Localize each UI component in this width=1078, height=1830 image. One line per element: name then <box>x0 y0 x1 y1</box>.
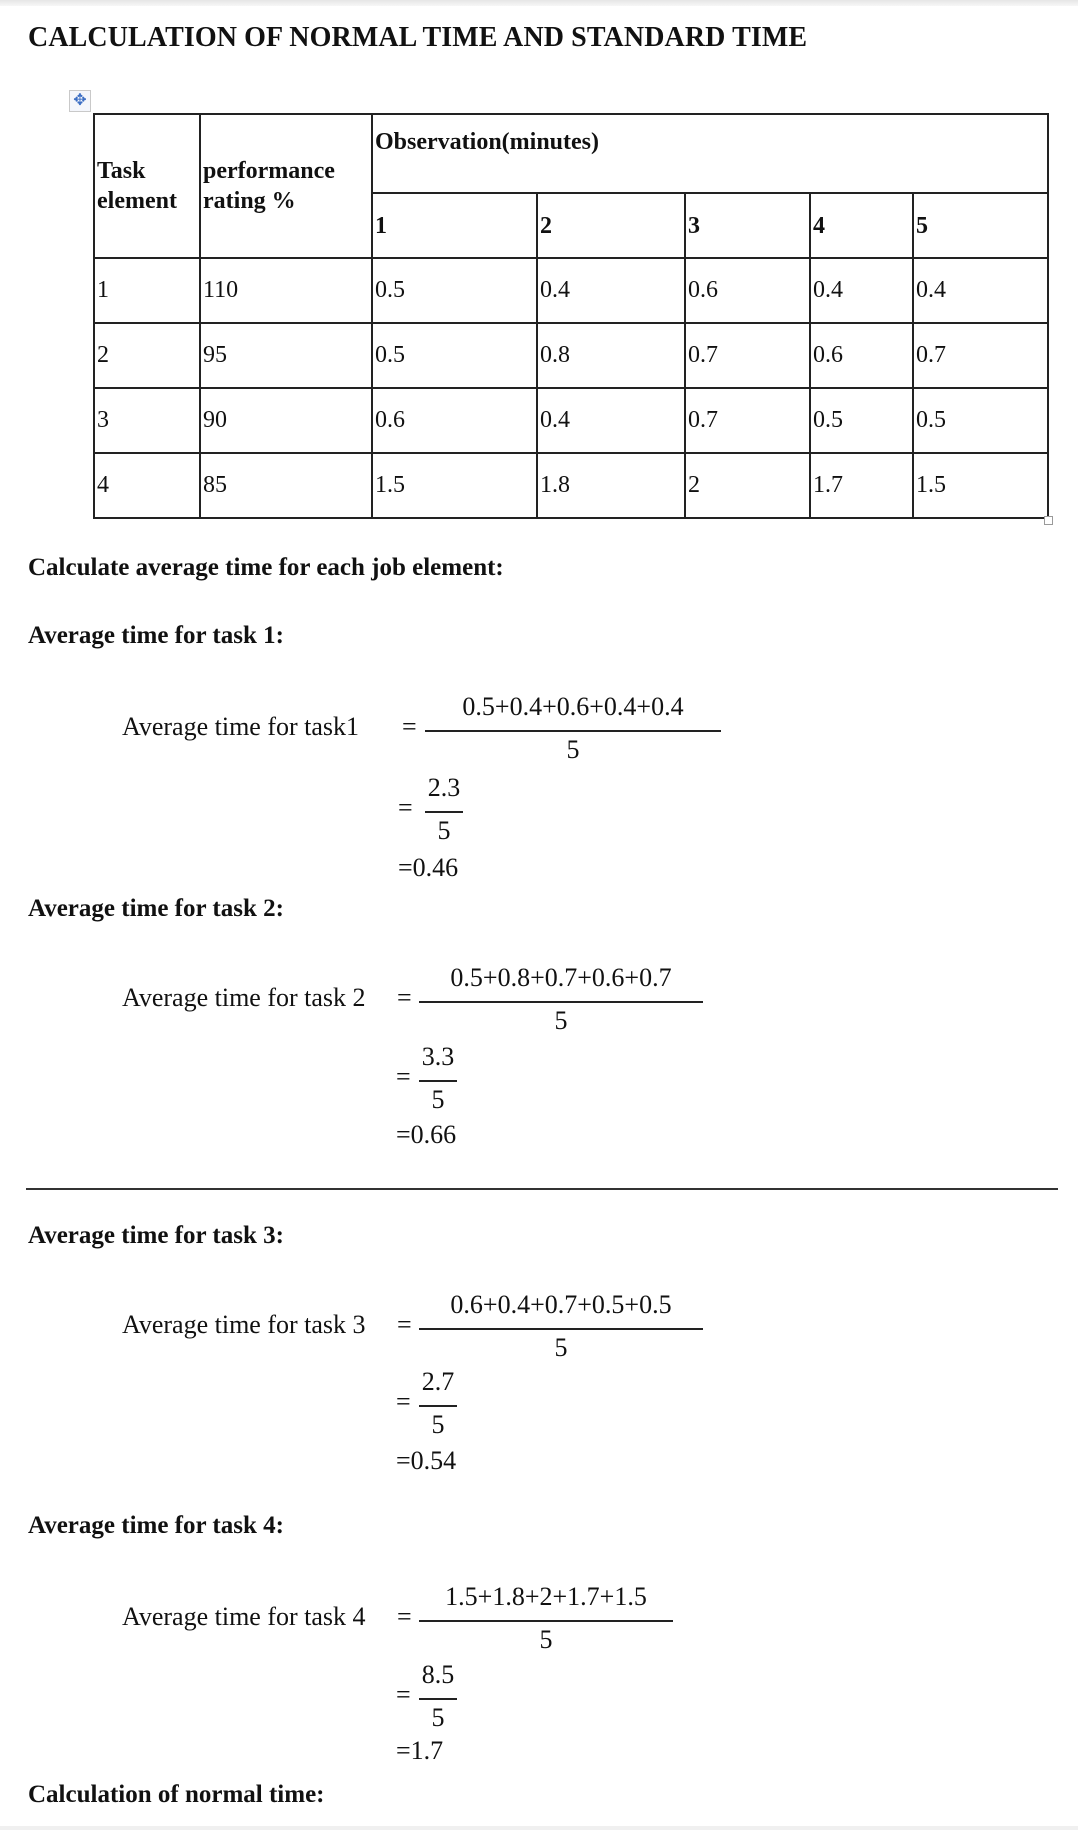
equation-label: Average time for task 4 <box>122 1602 366 1631</box>
numerator: 0.5+0.8+0.7+0.6+0.7 <box>450 963 672 992</box>
sum-denominator: 5 <box>437 816 451 845</box>
cell-obs: 0.4 <box>810 258 913 323</box>
top-edge <box>0 0 1078 6</box>
denominator: 5 <box>554 1006 568 1035</box>
cell-obs: 0.4 <box>913 258 1048 323</box>
header-obs-1: 1 <box>372 193 537 258</box>
fraction-bar <box>419 1001 703 1003</box>
equals-sign: = <box>397 1602 412 1631</box>
cell-rating: 110 <box>200 258 372 323</box>
cell-obs: 2 <box>685 453 810 518</box>
equals-sign: = <box>396 1120 411 1149</box>
fraction-bar <box>419 1080 457 1082</box>
section-heading: Calculate average time for each job element: <box>28 554 504 581</box>
cell-obs: 1.5 <box>913 453 1048 518</box>
equals-sign: = <box>396 1062 411 1091</box>
numerator: 0.5+0.4+0.6+0.4+0.4 <box>462 692 684 721</box>
table-row <box>94 453 1048 518</box>
cell-rating: 95 <box>200 323 372 388</box>
fraction-bar <box>419 1405 457 1407</box>
header-task-element <box>94 114 200 258</box>
cell-rating: 90 <box>200 388 372 453</box>
equals-sign: = <box>396 1387 411 1416</box>
fraction-bar <box>419 1620 673 1622</box>
cell-task: 1 <box>94 258 200 323</box>
equals-sign: = <box>396 1736 411 1765</box>
equals-sign: = <box>396 1680 411 1709</box>
result <box>396 1120 456 1150</box>
task-heading: Average time for task 2: <box>28 895 284 922</box>
table-resize-handle[interactable] <box>1044 516 1053 525</box>
table-row <box>94 258 1048 323</box>
normal-time-heading: Calculation of normal time: <box>28 1781 325 1808</box>
cell-task: 3 <box>94 388 200 453</box>
fraction-bar <box>419 1328 703 1330</box>
sum-numerator: 3.3 <box>421 1042 455 1071</box>
cell-obs: 0.4 <box>537 258 685 323</box>
task-heading: Average time for task 4: <box>28 1512 284 1539</box>
result-value: 0.46 <box>412 853 459 882</box>
cell-obs: 0.6 <box>810 323 913 388</box>
cell-obs: 1.8 <box>537 453 685 518</box>
cell-obs: 1.7 <box>810 453 913 518</box>
result-value: 0.66 <box>410 1120 457 1149</box>
equals-sign: = <box>398 793 413 822</box>
result-value: 0.54 <box>410 1446 457 1475</box>
result <box>396 1446 456 1476</box>
cell-obs: 0.5 <box>372 323 537 388</box>
cell-task: 2 <box>94 323 200 388</box>
table-move-handle[interactable] <box>69 90 91 112</box>
observation-table <box>93 113 1049 519</box>
equation-label: Average time for task1 <box>122 712 360 741</box>
sum-denominator: 5 <box>431 1410 445 1439</box>
numerator: 1.5+1.8+2+1.7+1.5 <box>445 1582 647 1611</box>
result-value: 1.7 <box>410 1736 444 1765</box>
sum-denominator: 5 <box>431 1703 445 1732</box>
cell-obs: 0.5 <box>913 388 1048 453</box>
horizontal-divider <box>26 1188 1058 1190</box>
cell-obs: 1.5 <box>372 453 537 518</box>
header-obs-3: 3 <box>685 193 810 258</box>
cell-obs: 0.5 <box>372 258 537 323</box>
cell-task: 4 <box>94 453 200 518</box>
result <box>396 1736 443 1766</box>
equals-sign: = <box>397 1310 412 1339</box>
cell-obs: 0.5 <box>810 388 913 453</box>
header-perf-line1: performance <box>203 158 335 184</box>
bottom-edge <box>0 1826 1078 1830</box>
header-perf-line2: rating % <box>203 188 296 214</box>
equation-label: Average time for task 3 <box>122 1310 366 1339</box>
result <box>398 853 458 883</box>
table-row <box>94 388 1048 453</box>
header-observation: Observation(minutes) <box>372 114 1048 193</box>
header-obs-4: 4 <box>810 193 913 258</box>
cell-obs: 0.7 <box>685 388 810 453</box>
denominator: 5 <box>566 735 580 764</box>
cell-obs: 0.8 <box>537 323 685 388</box>
cell-rating: 85 <box>200 453 372 518</box>
equation-label: Average time for task 2 <box>122 983 366 1012</box>
equals-sign: = <box>402 712 417 741</box>
sum-numerator: 8.5 <box>421 1660 455 1689</box>
sum-denominator: 5 <box>431 1085 445 1114</box>
header-task-line2: element <box>97 188 177 214</box>
move-icon: ✥ <box>73 92 87 109</box>
denominator: 5 <box>554 1333 568 1362</box>
header-task-line1: Task <box>97 158 146 184</box>
sum-numerator: 2.3 <box>427 773 461 802</box>
denominator: 5 <box>539 1625 553 1654</box>
equals-sign: = <box>396 1446 411 1475</box>
equals-sign: = <box>398 853 413 882</box>
task-heading: Average time for task 1: <box>28 622 284 649</box>
cell-obs: 0.7 <box>913 323 1048 388</box>
cell-obs: 0.6 <box>685 258 810 323</box>
header-obs-2: 2 <box>537 193 685 258</box>
header-obs-5: 5 <box>913 193 1048 258</box>
numerator: 0.6+0.4+0.7+0.5+0.5 <box>450 1290 672 1319</box>
equals-sign: = <box>397 983 412 1012</box>
fraction-bar <box>419 1698 457 1700</box>
header-performance-rating <box>200 114 372 258</box>
sum-numerator: 2.7 <box>421 1367 455 1396</box>
fraction-bar <box>425 730 721 732</box>
cell-obs: 0.4 <box>537 388 685 453</box>
page-title: CALCULATION OF NORMAL TIME AND STANDARD TIME <box>28 22 808 53</box>
task-heading: Average time for task 3: <box>28 1222 284 1249</box>
table-row <box>94 323 1048 388</box>
cell-obs: 0.6 <box>372 388 537 453</box>
cell-obs: 0.7 <box>685 323 810 388</box>
fraction-bar <box>425 811 463 813</box>
